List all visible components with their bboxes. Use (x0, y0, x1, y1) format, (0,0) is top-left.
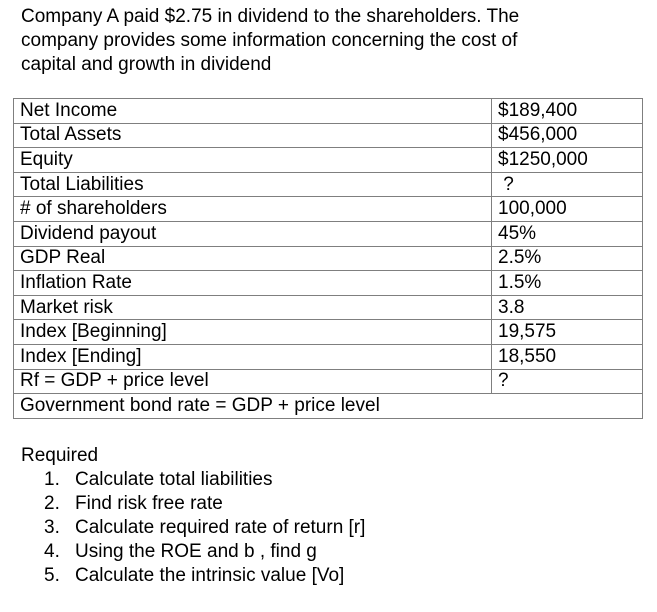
row-value: $189,400 (492, 99, 643, 124)
list-item (21, 492, 365, 516)
list-item (21, 564, 365, 588)
table-row-index-beginning (14, 320, 643, 345)
row-value: 3.8 (492, 295, 643, 320)
list-number: 3. (44, 517, 60, 538)
row-value: ? (492, 172, 643, 197)
table-row-equity (14, 148, 643, 173)
list-text: Calculate total liabilities (75, 469, 273, 490)
table-row-government-bond-rate (14, 394, 643, 419)
row-label: Index [Beginning] (14, 320, 492, 345)
row-value: 100,000 (492, 197, 643, 222)
table-row-shareholders (14, 197, 643, 222)
table-row-total-liabilities (14, 172, 643, 197)
row-label: Rf = GDP + price level (14, 369, 492, 394)
row-label: Total Assets (14, 123, 492, 148)
required-section (21, 444, 365, 588)
problem-intro (21, 5, 621, 77)
row-label: Net Income (14, 99, 492, 124)
table-row-dividend-payout (14, 221, 643, 246)
row-value: $456,000 (492, 123, 643, 148)
row-value: 19,575 (492, 320, 643, 345)
row-value: 2.5% (492, 246, 643, 271)
footer-row-text: Government bond rate = GDP + price level (14, 394, 643, 419)
table-row-market-risk (14, 295, 643, 320)
list-text: Calculate required rate of return [r] (75, 517, 366, 538)
row-label: Inflation Rate (14, 271, 492, 296)
row-value: 1.5% (492, 271, 643, 296)
financial-data-table (13, 98, 643, 419)
row-value: ? (492, 369, 643, 394)
list-item (21, 540, 365, 564)
row-label: Total Liabilities (14, 172, 492, 197)
intro-line: Company A paid $2.75 in dividend to the shareholders. The (21, 6, 520, 27)
row-label: GDP Real (14, 246, 492, 271)
required-list (21, 468, 365, 588)
list-item (21, 468, 365, 492)
row-label: Index [Ending] (14, 344, 492, 369)
list-text: Using the ROE and b , find g (75, 541, 317, 562)
list-number: 5. (44, 565, 60, 586)
list-text: Find risk free rate (75, 493, 223, 514)
table-row-risk-free-rate (14, 369, 643, 394)
list-number: 2. (44, 493, 60, 514)
row-value: 18,550 (492, 344, 643, 369)
intro-line: company provides some information concerning the cost of (21, 30, 518, 51)
row-value: $1250,000 (492, 148, 643, 173)
table-row-net-income (14, 99, 643, 124)
table-row-inflation-rate (14, 271, 643, 296)
table-row-gdp-real (14, 246, 643, 271)
row-label: # of shareholders (14, 197, 492, 222)
row-label: Dividend payout (14, 221, 492, 246)
table-row-total-assets (14, 123, 643, 148)
list-text: Calculate the intrinsic value [Vo] (75, 565, 345, 586)
list-number: 4. (44, 541, 60, 562)
intro-line: capital and growth in dividend (21, 54, 272, 75)
row-value: 45% (492, 221, 643, 246)
row-label: Equity (14, 148, 492, 173)
table-row-index-ending (14, 344, 643, 369)
row-label: Market risk (14, 295, 492, 320)
required-heading: Required (21, 445, 99, 466)
list-number: 1. (44, 469, 60, 490)
list-item (21, 516, 365, 540)
